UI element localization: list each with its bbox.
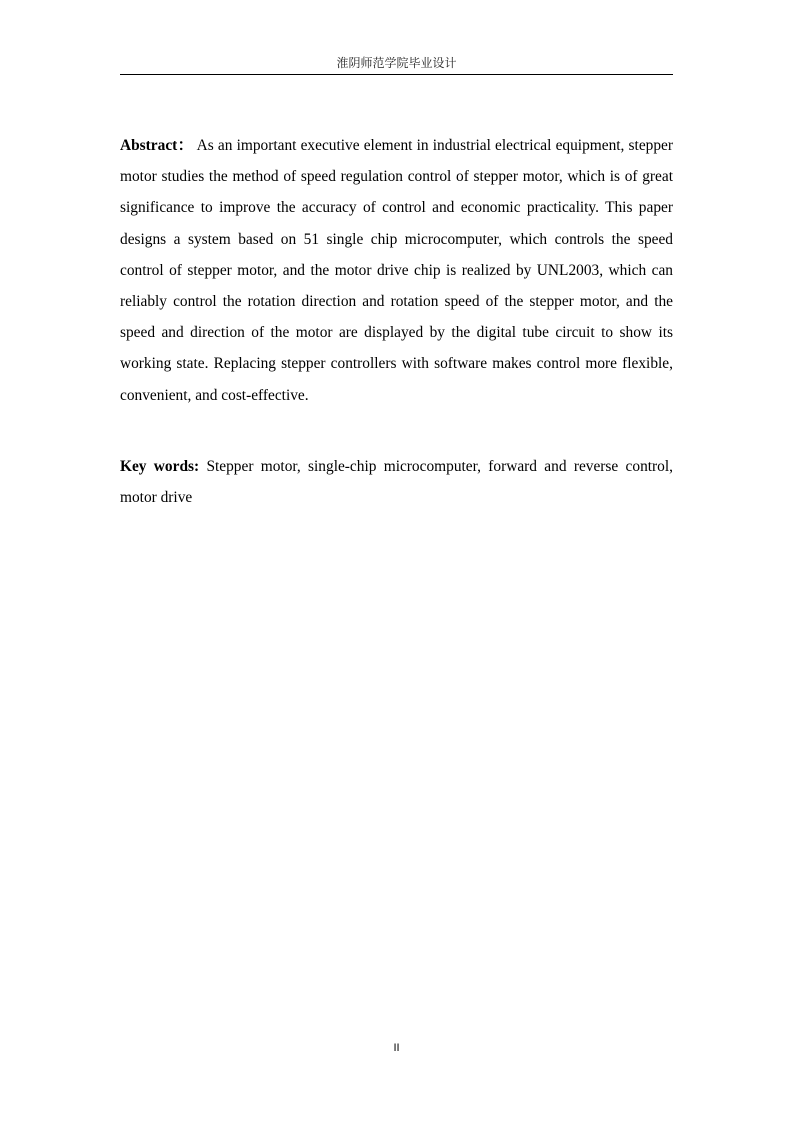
header-title: 淮阴师范学院毕业设计 [336, 56, 457, 70]
keywords-text: Stepper motor, single-chip microcomputer, forward and reverse control, motor drive [120, 458, 673, 507]
keywords-label: Key words: [120, 458, 200, 475]
page-number: II [393, 1042, 400, 1054]
abstract-text: As an important executive element in industrial electrical equipment, stepper motor studies the method of speed regulation control of stepper motor, which is of great significance to improve the accuracy of control and economic practicality. This paper designs a system based on 51 single chip microcomputer, which controls the speed control of stepper motor, and the motor drive chip is realized by UNL2003, which can reliably control the rotation direction and rotation speed of the stepper motor, and the speed and direction of the motor are displayed by the digital tube circuit to show its working state. Replacing stepper controllers with software makes control more flexible, convenient, and cost-effective. [120, 137, 673, 404]
abstract-paragraph [120, 130, 673, 411]
keywords-paragraph [120, 451, 673, 513]
abstract-label: Abstract： [120, 137, 194, 154]
page-header [120, 56, 673, 75]
